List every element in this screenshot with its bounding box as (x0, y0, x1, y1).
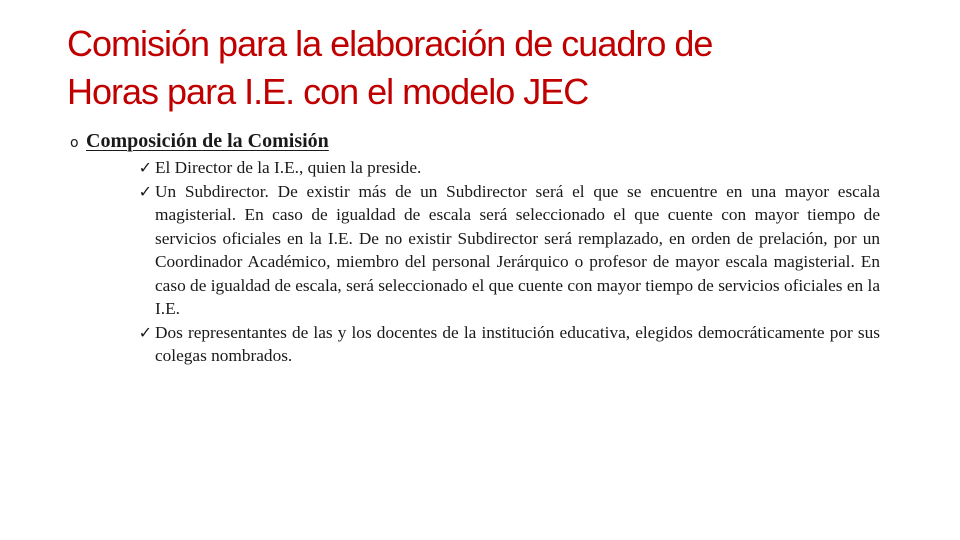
section-heading: Composición de la Comisión (86, 130, 329, 152)
list-item-text: Dos representantes de las y los docentes de la institución educativa, elegidos democráticamente por sus colegas nombrados. (155, 322, 880, 365)
list-item (128, 321, 880, 368)
list-item (128, 180, 880, 321)
list-item-text: Un Subdirector. De existir más de un Subdirector será el que se encuentre en una mayor escala magisterial. En caso de igualdad de escala será seleccionado el que cuente con mayor tiempo de servicios oficiales en la I.E. De no existir Subdirector será remplazado, en orden de prelación, por un Coordinador Académico, miembro del personal Jerárquico o profesor de mayor escala magisterial. En caso de igualdad de escala, será seleccionado el que cuente con mayor tiempo de servicios oficiales en la I.E. (155, 181, 880, 318)
list-item-text: El Director de la I.E., quien la preside. (155, 158, 422, 177)
checkmark-icon: ✓ (138, 181, 152, 201)
slide-title-line-1: Comisión para la elaboración de cuadro de (67, 23, 713, 64)
slide-title-line-2: Horas para I.E. con el modelo JEC (67, 71, 589, 112)
section-header (70, 128, 880, 156)
checkmark-icon: ✓ (138, 322, 152, 342)
checkmark-icon: ✓ (138, 158, 152, 177)
list-item (128, 156, 880, 180)
commission-section (70, 128, 880, 368)
member-list (70, 156, 880, 368)
circle-bullet-icon: o (70, 135, 79, 151)
slide-title (67, 20, 927, 116)
